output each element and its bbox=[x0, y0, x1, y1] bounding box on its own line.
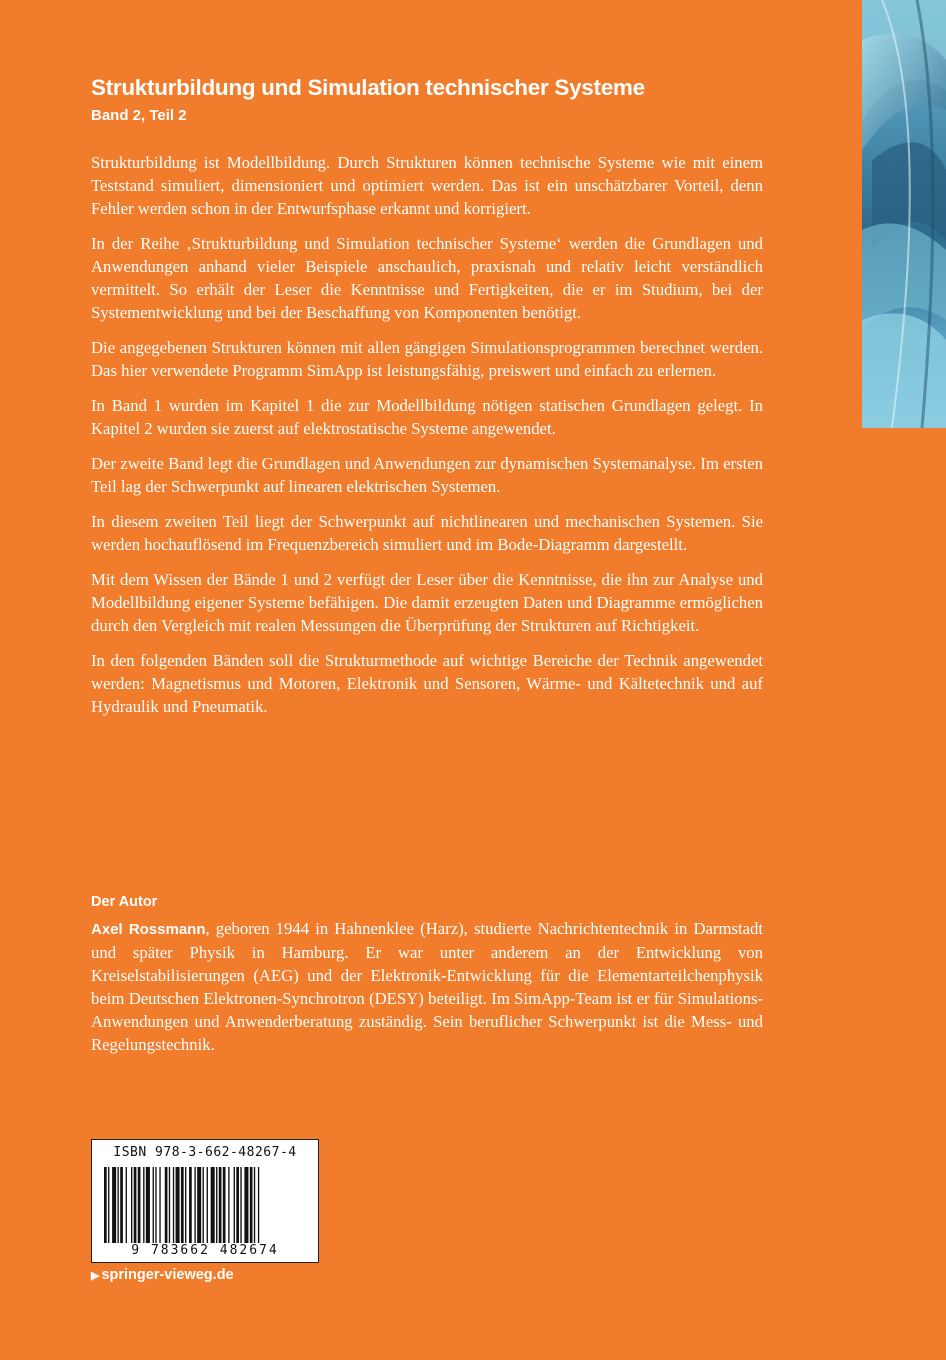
paragraph: In diesem zweiten Teil liegt der Schwerpunkt auf nichtlinearen und mechanischen Systemen. Sie werden hochauflösend im Frequenzbereich simuliert und im Bode-Diagramm dargestellt. bbox=[91, 512, 763, 554]
barcode-bar bbox=[169, 1167, 170, 1243]
paragraph: Der zweite Band legt die Grundlagen und Anwendungen zur dynamischen Systemanalyse. Im ersten Teil lag der Schwerpunkt auf linearen elektrischen Systemen. bbox=[91, 454, 763, 496]
barcode-bar bbox=[244, 1167, 248, 1243]
barcode-bar bbox=[250, 1167, 253, 1243]
barcode-bar bbox=[118, 1167, 119, 1243]
barcode-bar bbox=[240, 1167, 241, 1243]
paragraph: In der Reihe ‚Strukturbildung und Simulation technischer Systeme‘ werden die Grundlagen und Anwendungen anhand vieler Beispiele anschaulich, praxisnah und relativ leicht verständlich vermittelt. So erhält der Leser die Kenntnisse und Fertigkeiten, die er im Studium, bei der Systementwicklung und bei der Beschaffung von Komponenten benötigt. bbox=[91, 234, 763, 322]
barcode-bar bbox=[203, 1167, 204, 1243]
arrow-right-icon: ▶ bbox=[91, 1270, 100, 1282]
paragraph: In Band 1 wurden im Kapitel 1 die zur Modellbildung nötigen statischen Grundlagen gelegt. In Kapitel 2 wurden sie zuerst auf elektrostatische Systeme angewendet. bbox=[91, 396, 763, 438]
barcode-digits: 9 783662 482674 bbox=[131, 1243, 279, 1258]
paragraph: Die angegebenen Strukturen können mit allen gängigen Simulationsprogrammen berechnet werden. Das hier verwendete Programm SimApp ist leistungsfähig, preiswert und einfach zu erlernen. bbox=[91, 338, 763, 380]
barcode-bar bbox=[165, 1167, 168, 1243]
publisher-website[interactable] bbox=[91, 1267, 234, 1283]
barcode-bar bbox=[138, 1167, 141, 1243]
blurb-text bbox=[91, 151, 763, 730]
barcode-bar bbox=[236, 1167, 239, 1243]
barcode-bar bbox=[207, 1167, 208, 1243]
barcode-bar bbox=[194, 1167, 195, 1243]
barcode-bar bbox=[228, 1167, 229, 1243]
barcode-bars bbox=[104, 1167, 308, 1243]
paragraph: Strukturbildung ist Modellbildung. Durch Strukturen können technische Systeme wie mit einem Teststand simuliert, dimensioniert und optimiert werden. Das ist ein unschätzbarer Vorteil, denn Fehler werden schon in der Entwurfsphase erkannt und korrigiert. bbox=[91, 153, 763, 218]
paragraph: In den folgenden Bänden soll die Strukturmethode auf wichtige Bereiche der Technik angewendet werden: Magnetismus und Motoren, Elektronik und Sensoren, Wärme- und Kältetechnik und auf Hydraulik und Pneumatik. bbox=[91, 651, 763, 716]
barcode-bar bbox=[181, 1167, 184, 1243]
website-text: springer-vieweg.de bbox=[101, 1267, 234, 1283]
paragraph: Mit dem Wissen der Bände 1 und 2 verfügt der Leser über die Kenntnisse, die ihn zur Analyse und Modellbildung eigener Systeme befähigen. Die damit erzeugten Daten und Diagramme ermöglichen durch den Vergleich mit realen Messungen die Überprüfung der Strukturen auf Richtigkeit. bbox=[91, 570, 763, 635]
barcode-bar bbox=[219, 1167, 222, 1243]
isbn-label: ISBN 978-3-662-48267-4 bbox=[113, 1145, 297, 1160]
barcode-bar bbox=[254, 1167, 255, 1243]
barcode-bar bbox=[189, 1167, 192, 1243]
barcode-bar bbox=[146, 1167, 150, 1243]
barcode-bar bbox=[258, 1167, 259, 1243]
turbine-cover-image bbox=[862, 0, 946, 428]
barcode-bar bbox=[108, 1167, 109, 1243]
author-bio bbox=[91, 917, 763, 1056]
barcode-bar bbox=[185, 1167, 186, 1243]
barcode-bar bbox=[143, 1167, 144, 1243]
isbn-barcode bbox=[91, 1139, 319, 1263]
barcode-bar bbox=[134, 1167, 137, 1243]
barcode-bar bbox=[173, 1167, 174, 1243]
barcode-bar bbox=[104, 1167, 107, 1243]
barcode-bar bbox=[197, 1167, 201, 1243]
barcode-bar bbox=[155, 1167, 156, 1243]
author-name: Axel Rossmann bbox=[91, 921, 206, 938]
barcode-bar bbox=[216, 1167, 217, 1243]
book-volume: Band 2, Teil 2 bbox=[91, 107, 187, 124]
barcode-bar bbox=[223, 1167, 226, 1243]
barcode-bar bbox=[126, 1167, 127, 1243]
barcode-bar bbox=[211, 1167, 215, 1243]
barcode-bar bbox=[176, 1167, 180, 1243]
book-title: Strukturbildung und Simulation technischer Systeme bbox=[91, 75, 645, 100]
author-bio-text: , geboren 1944 in Hahnenklee (Harz), studierte Nachrichtentechnik in Darmstadt und später Physik in Hamburg. Er war unter anderem an der Entwicklung von Kreiselstabilisierungen (AEG) und der Elektronik-Entwicklung für die Elementarteilchenphysik beim Deutschen Elektronen-Synchrotron (DESY) beteiligt. Im SimApp-Team ist er für Simulations-Anwendungen und Anwenderberatung zuständig. Sein beruflicher Schwerpunkt ist die Mess- und Regelungstechnik. bbox=[91, 919, 763, 1054]
barcode-bar bbox=[159, 1167, 160, 1243]
barcode-bar bbox=[234, 1167, 235, 1243]
barcode-bar bbox=[112, 1167, 116, 1243]
barcode-bar bbox=[153, 1167, 154, 1243]
barcode-bar bbox=[120, 1167, 123, 1243]
author-heading: Der Autor bbox=[91, 894, 158, 910]
barcode-bar bbox=[131, 1167, 132, 1243]
